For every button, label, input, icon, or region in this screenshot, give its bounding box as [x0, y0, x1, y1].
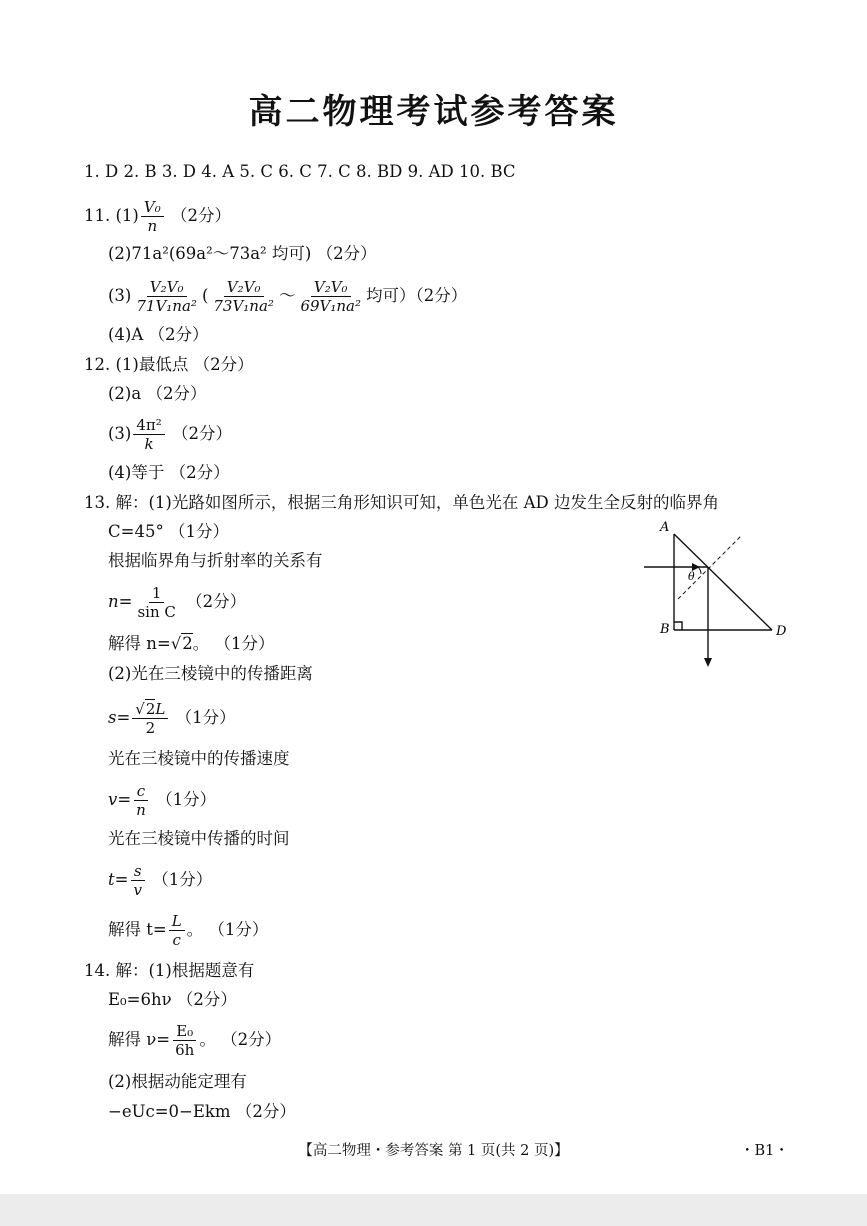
- q13-line4: n= $\frac{1}{\text{sin C}}$ （2分）: [108, 584, 247, 621]
- q12-part2: (2)a （2分）: [108, 384, 207, 403]
- label-a: A: [660, 520, 670, 535]
- q11-part2: (2)71a²(69a²～73a² 均可) （2分）: [108, 244, 377, 263]
- multiple-choice-answers: 1. D 2. B 3. D 4. A 5. C 6. C 7. C 8. BD 9. AD 10. BC: [84, 162, 516, 181]
- q13-line9: v= $\frac{c}{n}$ （1分）: [108, 782, 217, 819]
- q13-line10: 光在三棱镜中传播的时间: [108, 829, 290, 848]
- page-footer: 【高二物理・参考答案 第 1 页(共 2 页)】: [298, 1143, 569, 1159]
- angle-arc: [698, 567, 701, 574]
- q13-line7: s= $\frac{√2L}{2}$ （1分）: [108, 700, 236, 737]
- label-d: D: [776, 624, 787, 639]
- q13-line3: 根据临界角与折射率的关系有: [108, 551, 323, 570]
- q13-line2: C=45° （1分）: [108, 522, 229, 541]
- q12-part1: 12. (1)最低点 （2分）: [84, 355, 254, 374]
- q12-part3: (3) $\frac{\text{4π²}}{k}$ （2分）: [108, 416, 233, 453]
- prism-light-path-diagram: [636, 517, 796, 677]
- q14-line2: E₀=6hν （2分）: [108, 990, 237, 1009]
- q13-line8: 光在三棱镜中的传播速度: [108, 749, 290, 768]
- label-b: B: [660, 622, 670, 637]
- ray-arrow-down: [704, 658, 712, 667]
- q13-line5: 解得 n=√2。 （1分）: [108, 634, 275, 653]
- label-theta: θ: [688, 570, 695, 583]
- page-title: 高二物理考试参考答案: [248, 92, 619, 132]
- right-angle-mark: [674, 622, 682, 630]
- q13-line11: t= $\frac{s}{v}$ （1分）: [108, 862, 213, 899]
- q13-line12: 解得 t= $\frac{L}{c}$ 。 （1分）: [108, 912, 269, 949]
- q14-line4: (2)根据动能定理有: [108, 1072, 247, 1091]
- q11-part3: (3) $\frac{\text{V₂V₀}}{\text{71V₁na²}}$ ( $\frac{\text{V₂V₀}}{\text{73V₁na²}}$ ～ $\frac{\text{V₂V₀}}{\text{69V₁na²}}$ 均可）（2分）: [108, 278, 468, 315]
- q14-line3: 解得 ν= $\frac{\text{E₀}}{6h}$ 。 （2分）: [108, 1022, 282, 1059]
- q13-line1: 13. 解：(1)光路如图所示，根据三角形知识可知，单色光在 AD 边发生全反射的临界角: [84, 493, 719, 512]
- q12-part4: (4)等于 （2分）: [108, 463, 230, 482]
- q14-line1: 14. 解：(1)根据题意有: [84, 961, 255, 980]
- page-code: ・B1・: [740, 1143, 789, 1159]
- q13-line6: (2)光在三棱镜中的传播距离: [108, 664, 313, 683]
- q11-part4: (4)A （2分）: [108, 325, 209, 344]
- bottom-band: [0, 1194, 867, 1226]
- q11-part1: 11. (1) $\frac{\text{V₀}}{n}$ （2分）: [84, 198, 231, 235]
- q14-line5: −eUc=0−Ekm （2分）: [108, 1102, 296, 1121]
